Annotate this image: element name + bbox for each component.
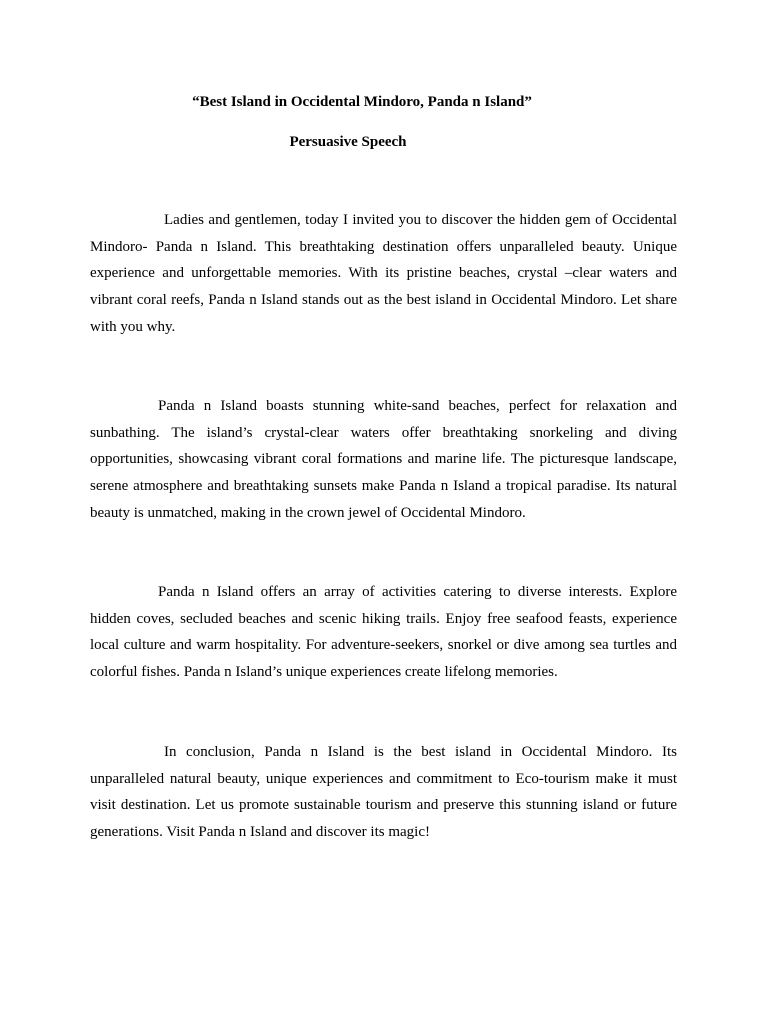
paragraph-introduction: Ladies and gentlemen, today I invited you to discover the hidden gem of Occidental Mindoro- Panda n Island. This breathtaking destination offers unparalleled beauty. Unique experience and unforgettable memories. With its pristine beaches, crystal –clear waters and vibrant coral reefs, Panda n Island stands out as the best island in Occidental Mindoro. Let share with you why.: [90, 212, 677, 335]
paragraph-beaches: Panda n Island boasts stunning white-sand beaches, perfect for relaxation and sunbathing. The island’s crystal-clear waters offer breathtaking snorkeling and diving opportunities, showcasing vibrant coral formations and marine life. The picturesque landscape, serene atmosphere and breathtaking sunsets make Panda n Island a tropical paradise. Its natural beauty is unmatched, making in the crown jewel of Occidental Mindoro.: [90, 398, 677, 521]
document-title: “Best Island in Occidental Mindoro, Panda n Island”: [192, 94, 532, 110]
paragraph-activities: Panda n Island offers an array of activities catering to diverse interests. Explore hidden coves, secluded beaches and scenic hiking trails. Enjoy free seafood feasts, experience local culture and warm hospitality. For adventure-seekers, snorkel or dive among sea turtles and colorful fishes. Panda n Island’s unique experiences create lifelong memories.: [90, 584, 677, 681]
paragraph-conclusion: In conclusion, Panda n Island is the best island in Occidental Mindoro. Its unparalleled natural beauty, unique experiences and commitment to Eco-tourism make it must visit destination. Let us promote sustainable tourism and preserve this stunning island or future generations. Visit Panda n Island and discover its magic!: [90, 744, 677, 841]
document-subtitle: Persuasive Speech: [289, 134, 407, 150]
